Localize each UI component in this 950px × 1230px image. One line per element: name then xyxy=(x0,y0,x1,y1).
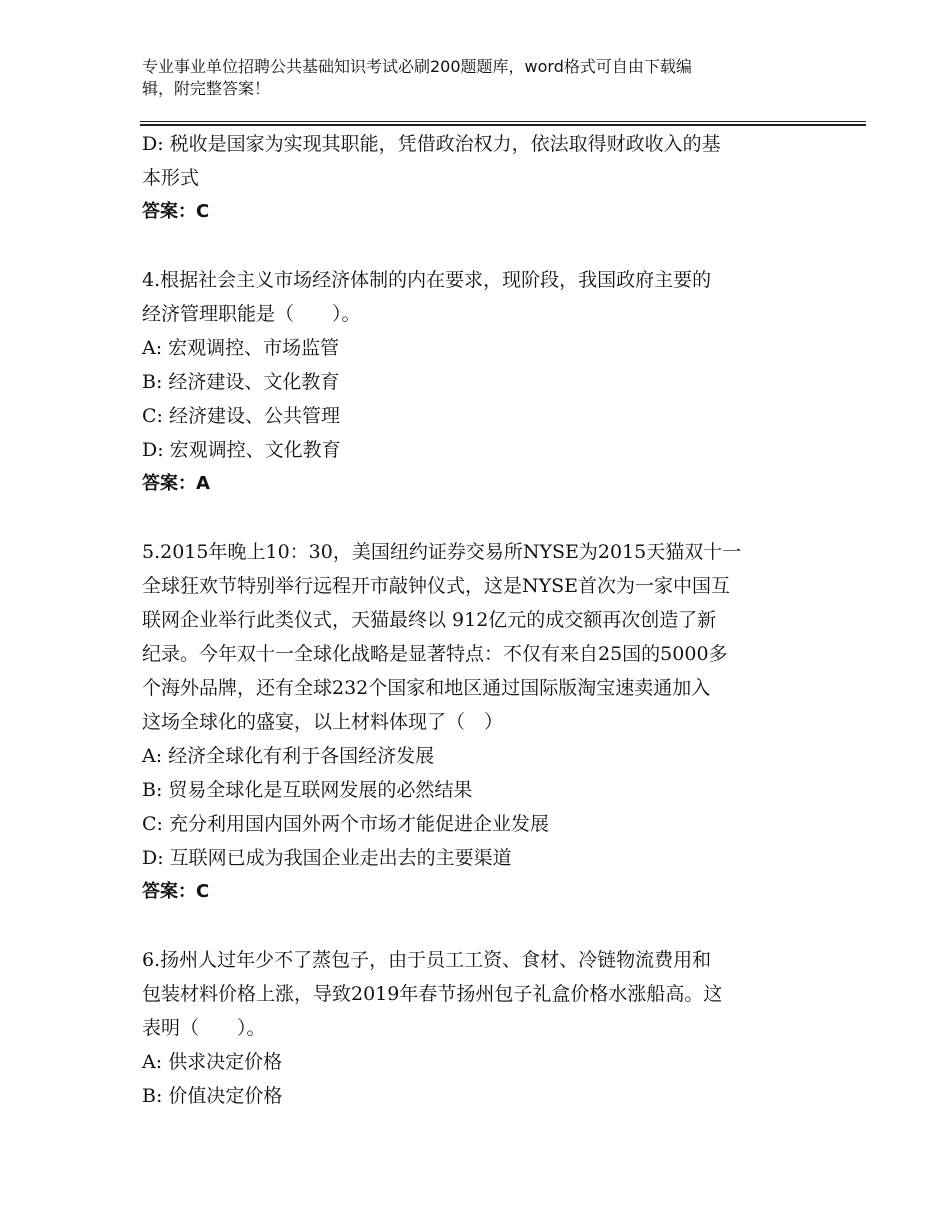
question-text: 表明（ ）。 xyxy=(142,1017,266,1039)
answer: 答案：C xyxy=(142,881,210,902)
question-text: 全球狂欢节特别举行远程开市敲钟仪式，这是NYSE首次为一家中国互 xyxy=(142,575,731,597)
header-line: 专业事业单位招聘公共基础知识考试必刷200题题库，word格式可自由下载编 xyxy=(142,57,692,76)
answer: 答案：C xyxy=(142,201,210,222)
document-header xyxy=(142,56,802,100)
header-divider xyxy=(140,124,866,126)
question-text: 这场全球化的盛宴，以上材料体现了（ ） xyxy=(142,711,504,733)
question-prev xyxy=(142,127,812,229)
option-d: 本形式 xyxy=(142,167,200,189)
option-d: D: 税收是国家为实现其职能，凭借政治权力，依法取得财政收入的基 xyxy=(142,133,721,155)
question-text: 5.2015年晚上10：30，美国纽约证券交易所NYSE为2015天猫双十一 xyxy=(142,541,742,563)
option-c: C: 经济建设、公共管理 xyxy=(142,405,340,427)
header-line: 辑，附完整答案！ xyxy=(142,79,271,98)
option-a: A: 供求决定价格 xyxy=(142,1051,283,1073)
question-text: 6.扬州人过年少不了蒸包子，由于员工工资、食材、冷链物流费用和 xyxy=(142,949,712,971)
option-d: D: 互联网已成为我国企业走出去的主要渠道 xyxy=(142,847,512,869)
question-text: 经济管理职能是（ ）。 xyxy=(142,303,361,325)
option-b: B: 价值决定价格 xyxy=(142,1085,283,1107)
option-d: D: 宏观调控、文化教育 xyxy=(142,439,341,461)
option-b: B: 贸易全球化是互联网发展的必然结果 xyxy=(142,779,473,801)
question-text: 联网企业举行此类仪式，天猫最终以 912亿元的成交额再次创造了新 xyxy=(142,609,717,631)
question-text: 个海外品牌，还有全球232个国家和地区通过国际版淘宝速卖通加入 xyxy=(142,677,711,699)
question-text: 纪录。今年双十一全球化战略是显著特点：不仅有来自25国的5000多 xyxy=(142,643,728,665)
question-5 xyxy=(142,535,812,909)
header-divider xyxy=(140,121,866,122)
option-b: B: 经济建设、文化教育 xyxy=(142,371,340,393)
document-body xyxy=(142,127,812,1113)
question-text: 4.根据社会主义市场经济体制的内在要求，现阶段，我国政府主要的 xyxy=(142,269,712,291)
question-text: 包装材料价格上涨，导致2019年春节扬州包子礼盒价格水涨船高。这 xyxy=(142,983,723,1005)
option-c: C: 充分利用国内国外两个市场才能促进企业发展 xyxy=(142,813,549,835)
option-a: A: 经济全球化有利于各国经济发展 xyxy=(142,745,435,767)
answer: 答案：A xyxy=(142,473,210,494)
question-6 xyxy=(142,943,812,1113)
question-4 xyxy=(142,263,812,501)
option-a: A: 宏观调控、市场监管 xyxy=(142,337,340,359)
